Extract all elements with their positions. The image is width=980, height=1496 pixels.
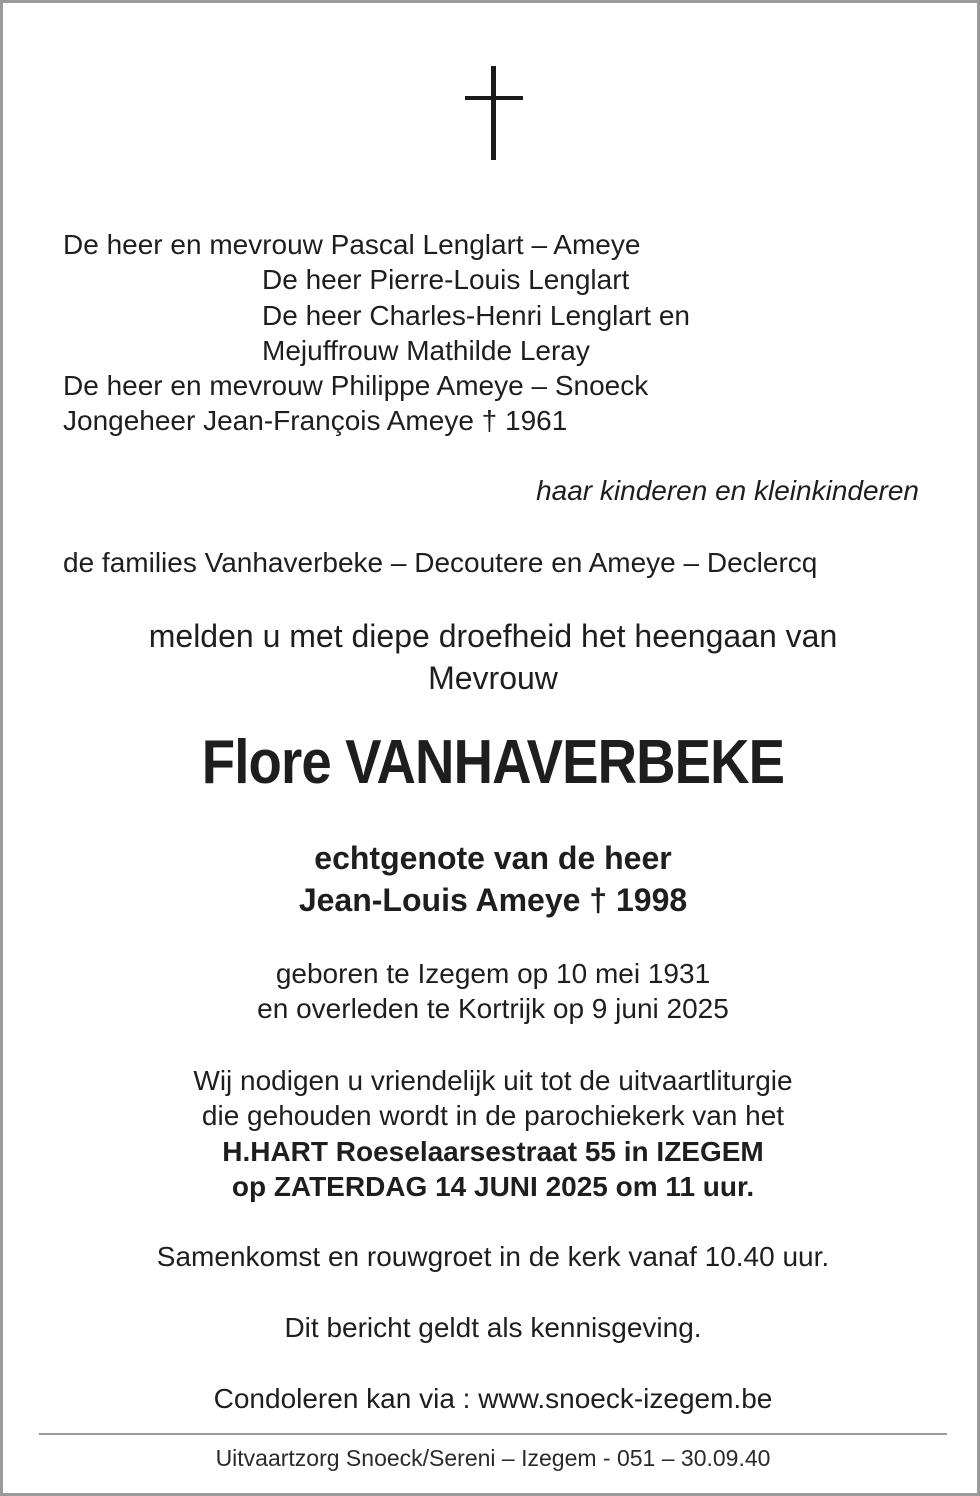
deceased-name: Flore VANHAVERBEKE xyxy=(201,728,785,797)
family-line-6: Jongeheer Jean-François Ameye † 1961 xyxy=(63,405,568,436)
family-line-3: De heer Charles-Henri Lenglart en xyxy=(262,300,690,331)
family-line-2: De heer Pierre-Louis Lenglart xyxy=(262,264,630,295)
ceremony-location: H.HART Roeselaarsestraat 55 in IZEGEM xyxy=(222,1136,764,1167)
notice-line: Dit bericht geldt als kennisgeving. xyxy=(284,1312,702,1343)
ceremony-line-1: Wij nodigen u vriendelijk uit tot de uitvaartliturgie xyxy=(193,1065,793,1096)
death-line: en overleden te Kortrijk op 9 juni 2025 xyxy=(257,993,729,1024)
condolence-line: Condoleren kan via : www.snoeck-izegem.be xyxy=(213,1383,773,1414)
announcement-line-2: Mevrouw xyxy=(428,660,558,696)
birth-line: geboren te Izegem op 10 mei 1931 xyxy=(275,958,711,989)
cross-icon xyxy=(465,66,523,160)
spouse-line-1: echtgenote van de heer xyxy=(314,840,672,876)
announcement-line-1: melden u met diepe droefheid het heengaan van xyxy=(148,618,838,654)
families-line: de families Vanhaverbeke – Decoutere en Ameye – Declercq xyxy=(63,547,818,578)
children-note: haar kinderen en kleinkinderen xyxy=(536,475,919,506)
family-line-4: Mejuffrouw Mathilde Leray xyxy=(262,335,590,366)
ceremony-date: op ZATERDAG 14 JUNI 2025 om 11 uur. xyxy=(231,1171,755,1202)
gathering-line: Samenkomst en rouwgroet in de kerk vanaf 10.40 uur. xyxy=(156,1241,830,1272)
ceremony-line-2: die gehouden wordt in de parochiekerk van het xyxy=(201,1100,785,1131)
spouse-line-2: Jean-Louis Ameye † 1998 xyxy=(298,882,688,918)
footer-divider xyxy=(39,1433,947,1435)
footer-text: Uitvaartzorg Snoeck/Sereni – Izegem - 051 – 30.09.40 xyxy=(215,1445,771,1471)
family-line-5: De heer en mevrouw Philippe Ameye – Snoeck xyxy=(63,370,649,401)
family-line-1: De heer en mevrouw Pascal Lenglart – Ameye xyxy=(63,229,641,260)
